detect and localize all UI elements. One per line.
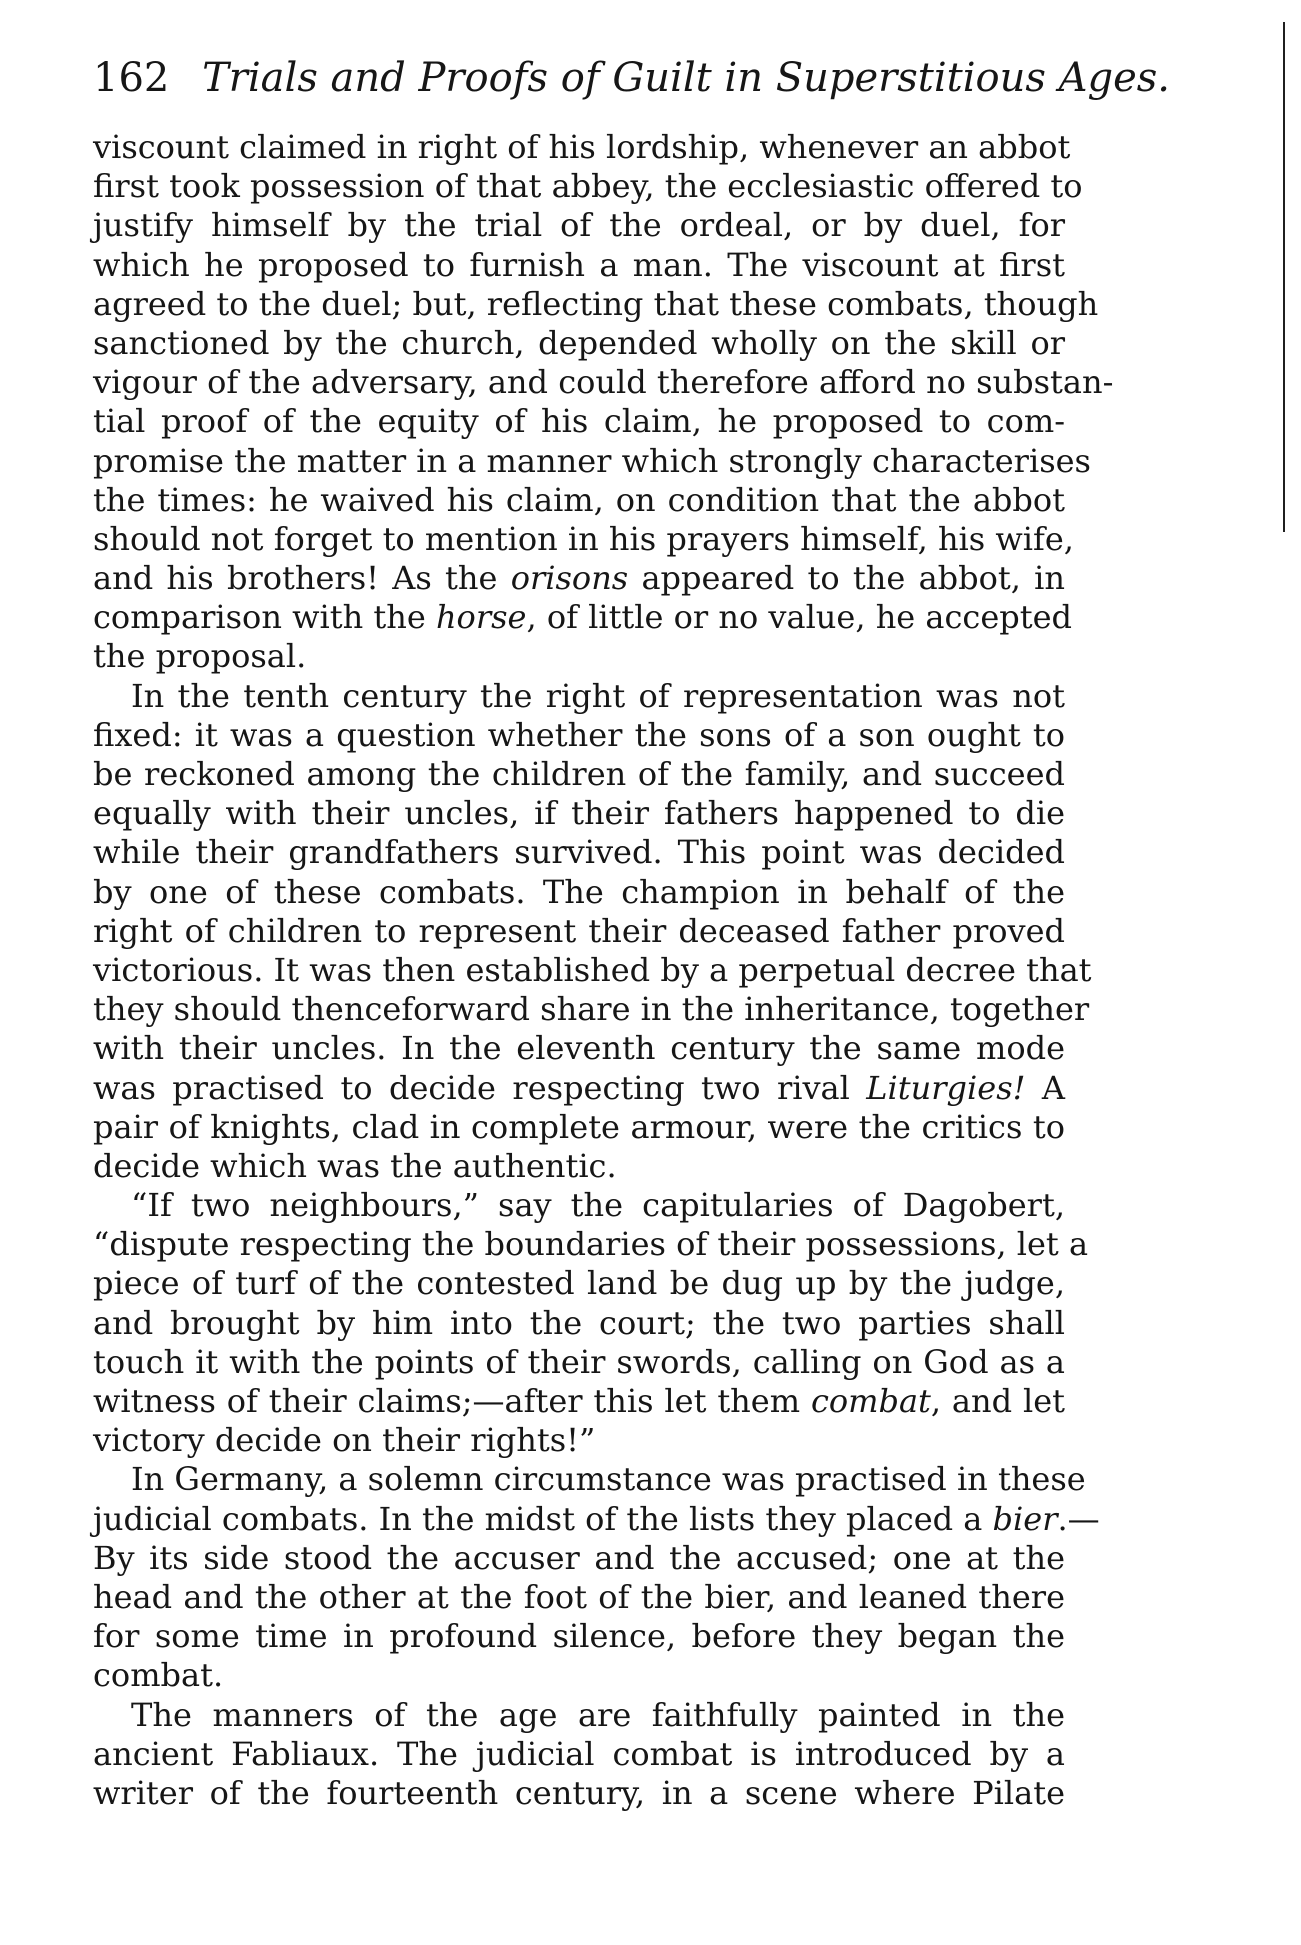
text-line: should not forget to mention in his prayers himself, his wife,	[93, 519, 1074, 558]
running-title: Trials and Proofs of Guilt in Superstitious Ages.	[202, 55, 1171, 101]
text-line: they should thenceforward share in the inheritance, together	[93, 990, 1090, 1029]
text-line: which he proposed to furnish a man. The viscount at first	[93, 245, 1065, 284]
page-number: 162	[93, 55, 170, 101]
text-line: The manners of the age are faithfully painted in the	[131, 1695, 1065, 1734]
text-line: In the tenth century the right of representation was not	[131, 676, 1065, 715]
text-line: “dispute respecting the boundaries of their possessions, let a	[93, 1225, 1089, 1264]
text-line: agreed to the duel; but, reflecting that these combats, though	[93, 284, 1099, 323]
text-line: and brought by him into the court; the two parties shall	[93, 1303, 1065, 1342]
paragraph	[93, 676, 1092, 1186]
text-line: by one of these combats. The champion in behalf of the	[93, 872, 1065, 911]
text-line: witness of their claims;—after this let them combat, and let	[93, 1382, 1066, 1420]
text-line: piece of turf of the contested land be dug up by the judge,	[93, 1264, 1065, 1303]
text-line: touch it with the points of their swords, calling on God as a	[93, 1342, 1065, 1381]
text-line: sanctioned by the church, depended wholly on the skill or	[93, 323, 1065, 362]
body-text	[93, 128, 1114, 1813]
text-line: head and the other at the foot of the bier, and leaned there	[93, 1577, 1065, 1616]
text-line: the proposal.	[93, 637, 307, 676]
text-line: was practised to decide respecting two rival Liturgies! A	[93, 1068, 1066, 1107]
text-line: equally with their uncles, if their fathers happened to die	[93, 794, 1065, 833]
text-line: for some time in profound silence, before they began the	[93, 1617, 1065, 1656]
page-edge-rule	[1283, 22, 1285, 532]
text-line: promise the matter in a manner which strongly characterises	[93, 441, 1091, 480]
text-line: justify himself by the trial of the ordeal, or by duel, for	[93, 206, 1065, 245]
text-line: fixed: it was a question whether the sons of a son ought to	[93, 715, 1065, 754]
text-line: the times: he waived his claim, on condition that the abbot	[93, 480, 1065, 519]
running-head	[93, 50, 1171, 106]
paragraph	[93, 1186, 1089, 1460]
text-line: judicial combats. In the midst of the lists they placed a bier.—	[93, 1499, 1100, 1538]
text-line: pair of knights, clad in complete armour, were the critics to	[93, 1107, 1065, 1146]
paragraph	[93, 128, 1114, 677]
paragraph	[93, 1696, 1065, 1814]
text-line: combat.	[93, 1656, 224, 1695]
text-line: writer of the fourteenth century, in a scene where Pilate	[93, 1773, 1065, 1812]
text-line: right of children to represent their deceased father proved	[93, 911, 1065, 950]
text-line: vigour of the adversary, and could therefore afford no substan-	[93, 363, 1114, 402]
text-line: By its side stood the accuser and the accused; one at the	[93, 1538, 1065, 1577]
text-line: victory decide on their rights!”	[93, 1421, 596, 1460]
text-line: and his brothers! As the orisons appeared to the abbot, in	[93, 559, 1066, 598]
text-line: while their grandfathers survived. This point was decided	[93, 833, 1065, 872]
paragraph	[93, 1460, 1100, 1695]
text-line: with their uncles. In the eleventh century the same mode	[93, 1029, 1065, 1068]
text-line: first took possession of that abbey, the ecclesiastic offered to	[93, 167, 1083, 206]
text-line: decide which was the authentic.	[93, 1146, 617, 1185]
text-line: tial proof of the equity of his claim, he proposed to com-	[93, 402, 1065, 441]
text-line: be reckoned among the children of the family, and succeed	[93, 755, 1065, 793]
text-line: viscount claimed in right of his lordship, whenever an abbot	[93, 128, 1071, 166]
text-line: In Germany, a solemn circumstance was practised in these	[131, 1460, 1086, 1499]
text-line: comparison with the horse, of little or no value, he accepted	[93, 598, 1073, 637]
text-line: victorious. It was then established by a perpetual decree that	[93, 950, 1092, 989]
text-line: “If two neighbours,” say the capitularies of Dagobert,	[131, 1186, 1065, 1225]
text-line: ancient Fabliaux. The judicial combat is introduced by a	[93, 1734, 1065, 1773]
